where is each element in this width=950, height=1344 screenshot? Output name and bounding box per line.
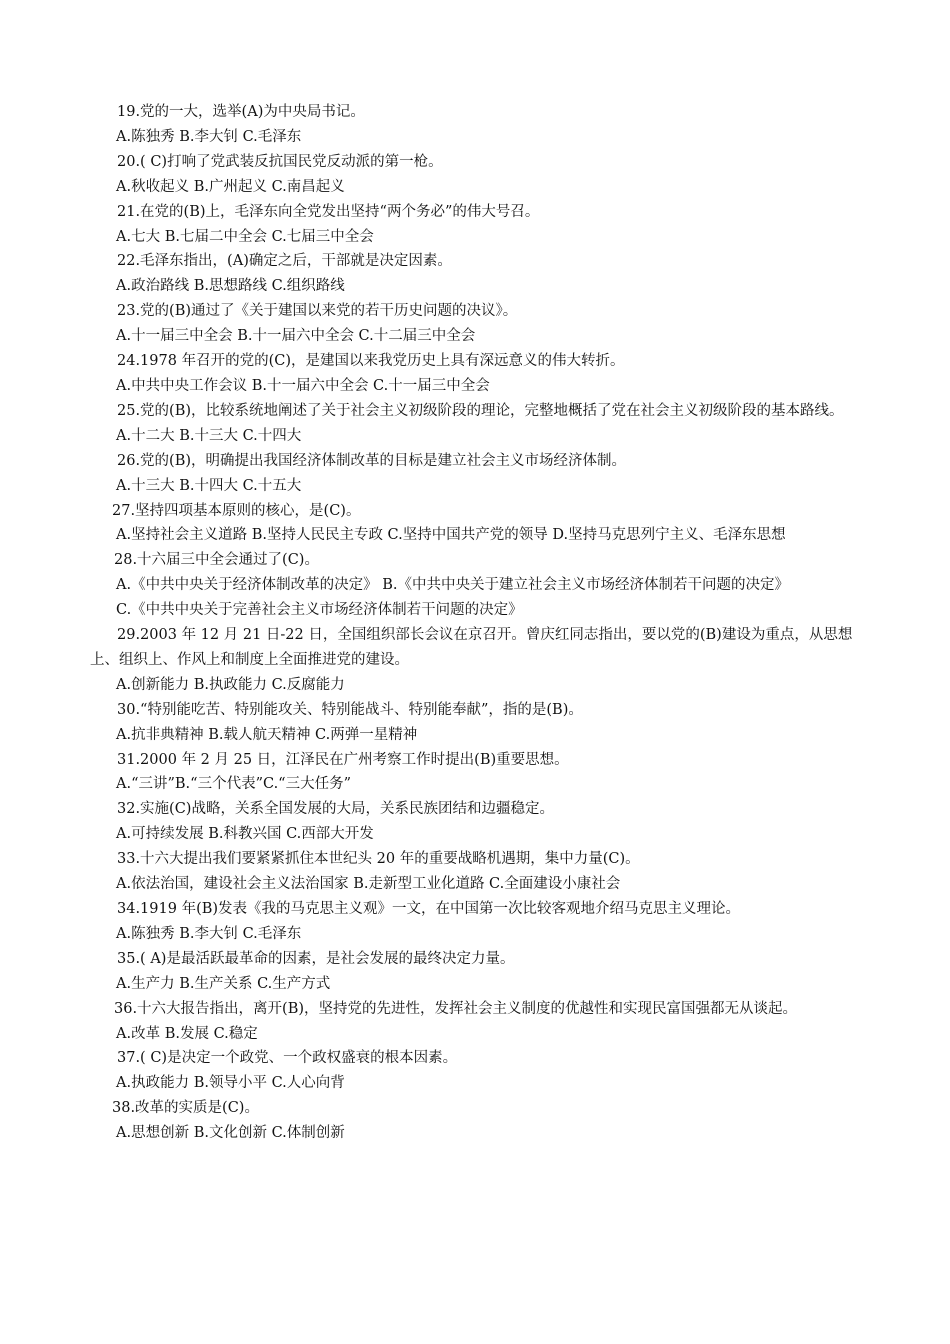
question-36: 36.十六大报告指出，离开(B)，坚持党的先进性，发挥社会主义制度的优越性和实现民富国强都无从谈起。	[114, 1000, 798, 1017]
options-35: A.生产力 B.生产关系 C.生产方式	[116, 975, 331, 992]
options-37: A.执政能力 B.领导小平 C.人心向背	[116, 1075, 345, 1092]
question-20: 20.( C)打响了党武装反抗国民党反动派的第一枪。	[117, 153, 443, 170]
question-27: 27.坚持四项基本原则的核心，是(C)。	[112, 502, 361, 519]
question-37: 37.( C)是决定一个政党、一个政权盛衰的根本因素。	[117, 1050, 458, 1067]
question-list	[90, 100, 865, 1146]
options-21: A.七大 B.七届二中全会 C.七届三中全会	[116, 228, 374, 245]
options-30: A.抗非典精神 B.载人航天精神 C.两弹一星精神	[116, 726, 418, 743]
question-30: 30.“特别能吃苦、特别能攻关、特别能战斗、特别能奉献”，指的是(B)。	[117, 701, 583, 718]
question-23: 23.党的(B)通过了《关于建国以来党的若干历史问题的决议》。	[117, 303, 518, 320]
options-19: A.陈独秀 B.李大钊 C.毛泽东	[116, 128, 302, 145]
question-32: 32.实施(C)战略，关系全国发展的大局，关系民族团结和边疆稳定。	[117, 801, 554, 818]
question-31: 31.2000 年 2 月 25 日，江泽民在广州考察工作时提出(B)重要思想。	[117, 751, 569, 768]
options-22: A.政治路线 B.思想路线 C.组织路线	[116, 278, 345, 295]
options-31: A.“三讲”B.“三个代表”C.“三大任务”	[116, 776, 352, 793]
options-23: A.十一届三中全会 B.十一届六中全会 C.十二届三中全会	[116, 328, 476, 345]
question-26: 26.党的(B)，明确提出我国经济体制改革的目标是建立社会主义市场经济体制。	[117, 452, 627, 469]
question-24: 24.1978 年召开的党的(C)，是建国以来我党历史上具有深远意义的伟大转折。	[117, 353, 625, 370]
options-33: A.依法治国，建设社会主义法治国家 B.走新型工业化道路 C.全面建设小康社会	[116, 876, 621, 893]
options-38: A.思想创新 B.文化创新 C.体制创新	[116, 1125, 345, 1142]
options-24: A.中共中央工作会议 B.十一届六中全会 C.十一届三中全会	[116, 377, 490, 394]
options-32: A.可持续发展 B.科教兴国 C.西部大开发	[116, 826, 374, 843]
question-22: 22.毛泽东指出，(A)确定之后，干部就是决定因素。	[117, 253, 452, 270]
question-34: 34.1919 年(B)发表《我的马克思主义观》一文，在中国第一次比较客观地介绍马克思主义理论。	[117, 901, 741, 917]
options-26: A.十三大 B.十四大 C.十五大	[116, 477, 302, 494]
question-35: 35.( A)是最活跃最革命的因素，是社会发展的最终决定力量。	[117, 950, 515, 967]
options-29: A.创新能力 B.执政能力 C.反腐能力	[116, 676, 345, 693]
question-28: 28.十六届三中全会通过了(C)。	[114, 552, 319, 569]
options-27: A.坚持社会主义道路 B.坚持人民民主专政 C.坚持中国共产党的领导 D.坚持马克思列宁主义、毛泽东思想	[116, 527, 786, 544]
question-19: 19.党的一大，选举(A)为中央局书记。	[117, 104, 365, 120]
options-20: A.秋收起义 B.广州起义 C.南昌起义	[116, 178, 345, 195]
question-33: 33.十六大提出我们要紧紧抓住本世纪头 20 年的重要战略机遇期，集中力量(C)。	[117, 851, 640, 868]
options-28-ab: A.《中共中央关于经济体制改革的决定》 B.《中共中央关于建立社会主义市场经济体制若干问题的决定》	[116, 577, 789, 594]
options-36: A.改革 B.发展 C.稳定	[116, 1025, 258, 1042]
question-21: 21.在党的(B)上，毛泽东向全党发出坚持“两个务必”的伟大号召。	[117, 203, 540, 220]
options-34: A.陈独秀 B.李大钊 C.毛泽东	[116, 925, 302, 942]
options-28-c: C.《中共中央关于完善社会主义市场经济体制若干问题的决定》	[116, 602, 523, 619]
question-25: 25.党的(B)，比较系统地阐述了关于社会主义初级阶段的理论，完整地概括了党在社会主义初级阶段的基本路线。	[117, 402, 844, 419]
question-29: 29.2003 年 12 月 21 日-22 日，全国组织部长会议在京召开。曾庆红同志指出，要以党的(B)建设为重点，从思想上、组织上、作风上和制度上全面推进党的建设。	[90, 627, 853, 668]
options-25: A.十二大 B.十三大 C.十四大	[116, 427, 302, 444]
question-38: 38.改革的实质是(C)。	[112, 1100, 259, 1117]
